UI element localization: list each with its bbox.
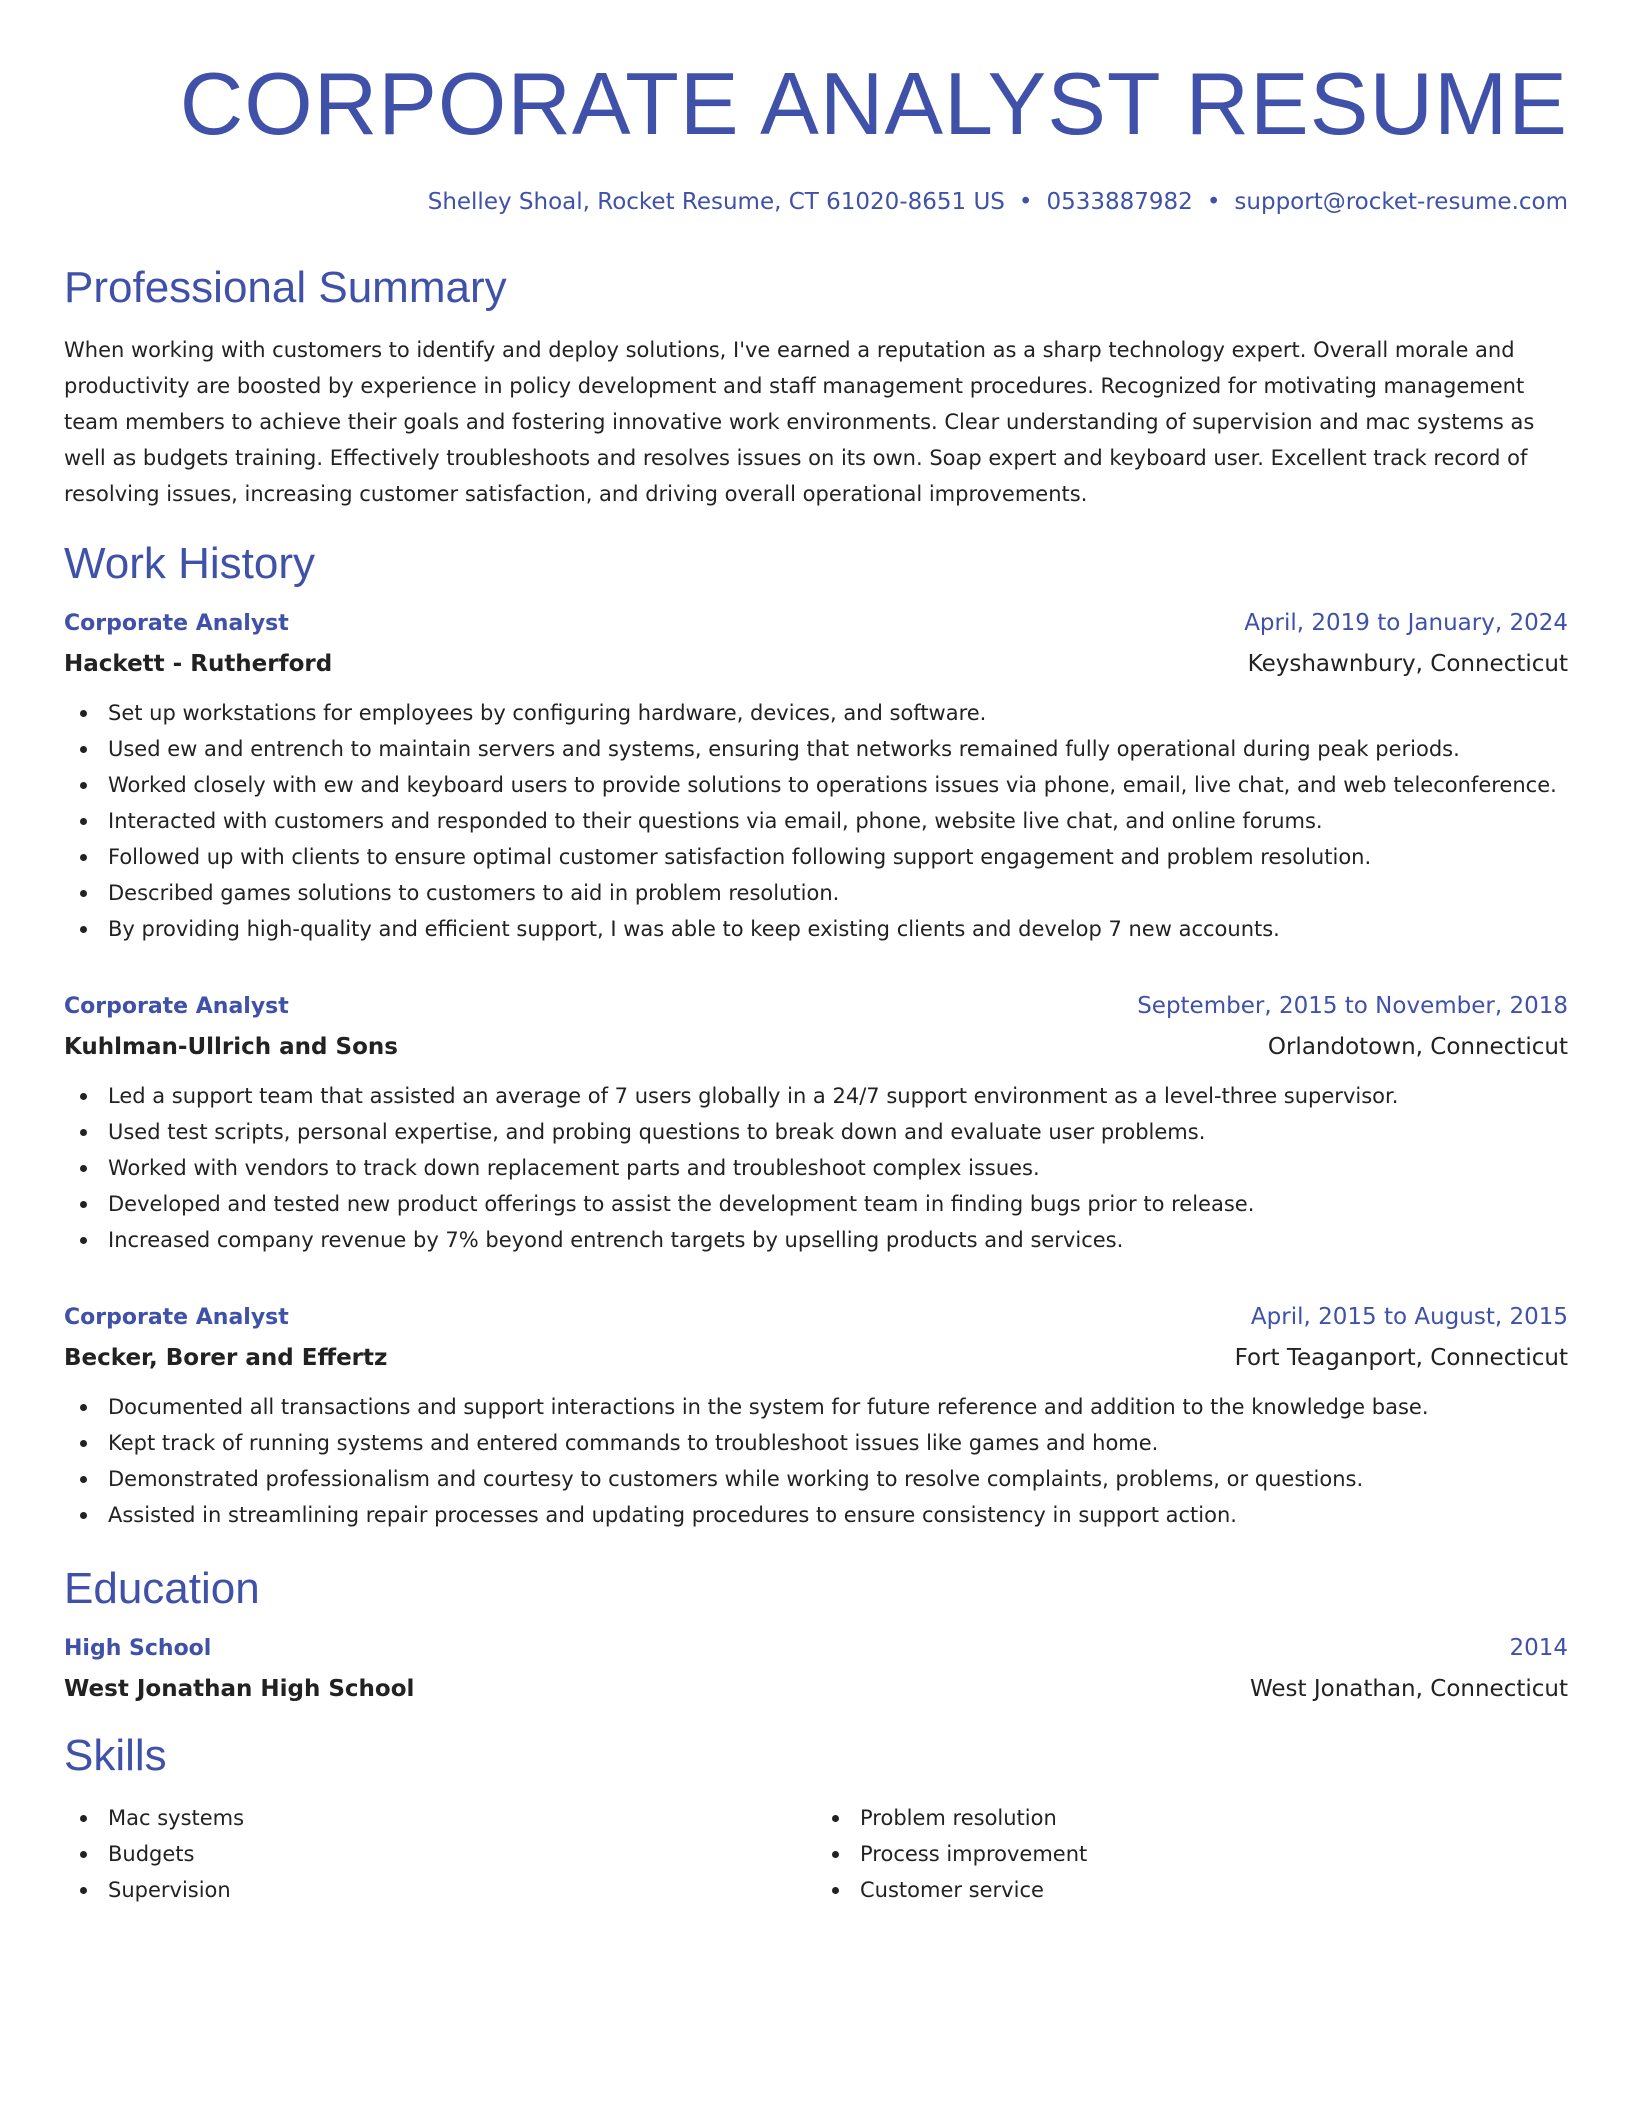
list-item: Worked closely with ew and keyboard users to provide solutions to operations issues via phone, email, live chat, and web teleconference. bbox=[108, 767, 1568, 803]
education-entry bbox=[64, 1633, 1568, 1704]
list-item: Worked with vendors to track down replacement parts and troubleshoot complex issues. bbox=[108, 1150, 1568, 1186]
contact-separator: • bbox=[1206, 189, 1221, 215]
job-entry-1 bbox=[64, 608, 1568, 947]
job-location: Orlandotown, Connecticut bbox=[1267, 1034, 1568, 1060]
resume-title: CORPORATE ANALYST RESUME bbox=[179, 54, 1568, 153]
education-school: West Jonathan High School bbox=[64, 1676, 415, 1702]
job-entry-2 bbox=[64, 991, 1568, 1258]
job-dates: April, 2015 to August, 2015 bbox=[1250, 1304, 1568, 1330]
job-title: Corporate Analyst bbox=[64, 611, 289, 636]
list-item: Used test scripts, personal expertise, and probing questions to break down and evaluate user problems. bbox=[108, 1114, 1568, 1150]
contact-email: support@rocket-resume.com bbox=[1234, 189, 1568, 215]
list-item: Followed up with clients to ensure optimal customer satisfaction following support engagement and problem resolution. bbox=[108, 839, 1568, 875]
job-title-row bbox=[64, 991, 1568, 1022]
skills-heading: Skills bbox=[64, 1731, 167, 1780]
job-company-row bbox=[64, 1343, 1568, 1373]
contact-line bbox=[64, 188, 1568, 216]
education-location: West Jonathan, Connecticut bbox=[1249, 1676, 1568, 1702]
list-item: Interacted with customers and responded to their questions via email, phone, website live chat, and online forums. bbox=[108, 803, 1568, 839]
list-item: Led a support team that assisted an average of 7 users globally in a 24/7 support environment as a level-three supervisor. bbox=[108, 1078, 1568, 1114]
list-item: Described games solutions to customers to aid in problem resolution. bbox=[108, 875, 1568, 911]
skills-grid bbox=[64, 1800, 1568, 1908]
job-entry-3 bbox=[64, 1302, 1568, 1533]
list-item: Used ew and entrench to maintain servers and systems, ensuring that networks remained fully operational during peak periods. bbox=[108, 731, 1568, 767]
education-degree-row bbox=[64, 1633, 1568, 1664]
list-item: Demonstrated professionalism and courtesy to customers while working to resolve complaints, problems, or questions. bbox=[108, 1461, 1568, 1497]
skill-item: Budgets bbox=[108, 1836, 816, 1872]
job-title-row bbox=[64, 1302, 1568, 1333]
education-degree: High School bbox=[64, 1636, 212, 1661]
skills-list-right bbox=[816, 1800, 1568, 1908]
job-company-row bbox=[64, 649, 1568, 679]
work-history-heading: Work History bbox=[64, 539, 315, 588]
list-item: Kept track of running systems and entered commands to troubleshoot issues like games and home. bbox=[108, 1425, 1568, 1461]
list-item: Set up workstations for employees by configuring hardware, devices, and software. bbox=[108, 695, 1568, 731]
contact-address: Shelley Shoal, Rocket Resume, CT 61020-8651 US bbox=[427, 189, 1005, 215]
skill-item: Problem resolution bbox=[860, 1800, 1568, 1836]
education-school-row bbox=[64, 1674, 1568, 1704]
job-duties-list bbox=[64, 695, 1568, 947]
job-title: Corporate Analyst bbox=[64, 1305, 289, 1330]
job-location: Keyshawnbury, Connecticut bbox=[1247, 651, 1568, 677]
summary-text: When working with customers to identify and deploy solutions, I've earned a reputation as a sharp technology expert. Overall morale and productivity are boosted by experience in policy development and staff management procedures. Recognized for motivating management team members to achieve their goals and fostering innovative work environments. Clear understanding of supervision and mac systems as well as budgets training. Effectively troubleshoots and resolves issues on its own. Soap expert and keyboard user. Excellent track record of resolving issues, increasing customer satisfaction, and driving overall operational improvements. bbox=[64, 338, 1535, 506]
job-dates: April, 2019 to January, 2024 bbox=[1244, 610, 1568, 636]
job-duties-list bbox=[64, 1389, 1568, 1533]
list-item: By providing high-quality and efficient support, I was able to keep existing clients and develop 7 new accounts. bbox=[108, 911, 1568, 947]
education-heading: Education bbox=[64, 1564, 260, 1613]
list-item: Assisted in streamlining repair processes and updating procedures to ensure consistency in support action. bbox=[108, 1497, 1568, 1533]
job-duties-list bbox=[64, 1078, 1568, 1258]
list-item: Increased company revenue by 7% beyond entrench targets by upselling products and services. bbox=[108, 1222, 1568, 1258]
list-item: Developed and tested new product offerings to assist the development team in finding bugs prior to release. bbox=[108, 1186, 1568, 1222]
job-company: Hackett - Rutherford bbox=[64, 651, 333, 677]
skill-item: Supervision bbox=[108, 1872, 816, 1908]
skill-item: Customer service bbox=[860, 1872, 1568, 1908]
skill-item: Process improvement bbox=[860, 1836, 1568, 1872]
job-title: Corporate Analyst bbox=[64, 994, 289, 1019]
job-company-row bbox=[64, 1032, 1568, 1062]
job-company: Becker, Borer and Effertz bbox=[64, 1345, 388, 1371]
list-item: Documented all transactions and support interactions in the system for future reference and addition to the knowledge base. bbox=[108, 1389, 1568, 1425]
job-location: Fort Teaganport, Connecticut bbox=[1234, 1345, 1568, 1371]
education-year: 2014 bbox=[1509, 1635, 1568, 1661]
job-company: Kuhlman-Ullrich and Sons bbox=[64, 1034, 398, 1060]
job-dates: September, 2015 to November, 2018 bbox=[1137, 993, 1568, 1019]
summary-heading: Professional Summary bbox=[64, 263, 507, 312]
contact-phone: 0533887982 bbox=[1046, 189, 1193, 215]
skill-item: Mac systems bbox=[108, 1800, 816, 1836]
contact-separator: • bbox=[1018, 189, 1033, 215]
job-title-row bbox=[64, 608, 1568, 639]
skills-list-left bbox=[64, 1800, 816, 1908]
